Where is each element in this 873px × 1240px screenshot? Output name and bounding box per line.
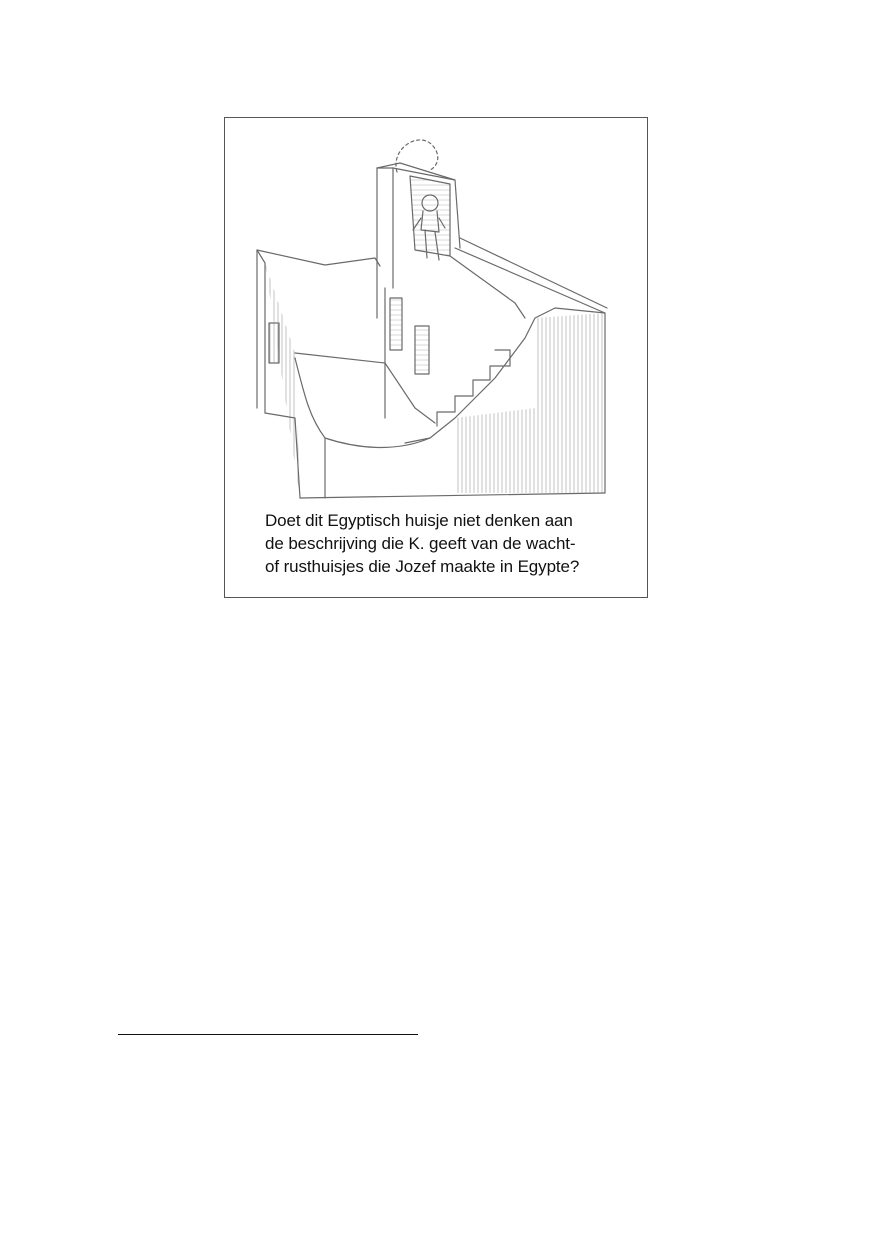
egyptian-house-sketch (225, 118, 649, 508)
caption-line-3: of rusthuisjes die Jozef maakte in Egypte? (265, 557, 580, 576)
footnote-separator (118, 1034, 418, 1035)
caption-line-2: de beschrijving die K. geeft van de wacht- (265, 534, 576, 553)
caption-line-1: Doet dit Egyptisch huisje niet denken aan (265, 511, 573, 530)
figure-frame (224, 117, 648, 598)
figure-caption (265, 509, 625, 578)
